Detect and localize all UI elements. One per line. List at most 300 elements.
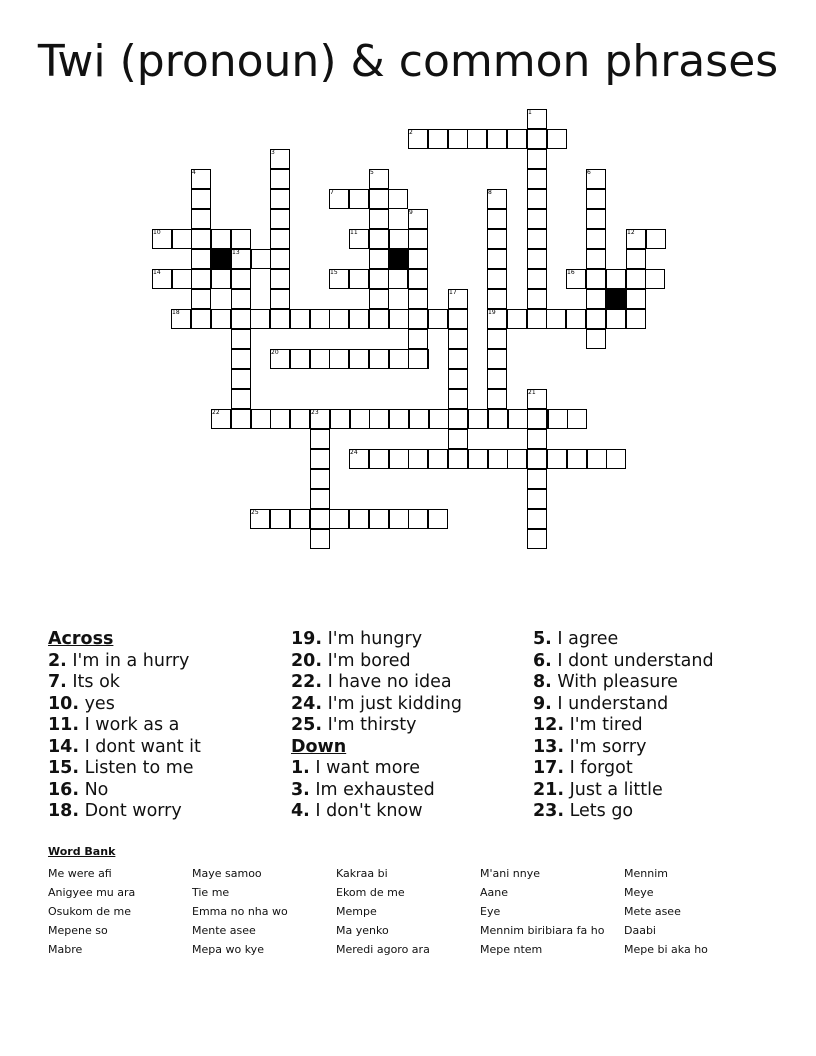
grid-cell[interactable] bbox=[487, 389, 507, 409]
grid-cell[interactable] bbox=[467, 129, 487, 149]
grid-cell[interactable] bbox=[527, 309, 547, 329]
grid-cell[interactable] bbox=[428, 509, 448, 529]
clue bbox=[48, 758, 201, 780]
clue-number: 24. bbox=[291, 693, 323, 714]
grid-cell[interactable] bbox=[290, 509, 310, 529]
word-bank-item: Mente asee bbox=[192, 924, 256, 937]
grid-cell[interactable] bbox=[586, 329, 606, 349]
grid-cell[interactable] bbox=[369, 269, 389, 289]
grid-cell[interactable] bbox=[172, 269, 192, 289]
grid-cell[interactable] bbox=[487, 289, 507, 309]
grid-cell[interactable] bbox=[587, 449, 607, 469]
grid-cell[interactable] bbox=[231, 369, 251, 389]
grid-cell[interactable] bbox=[586, 309, 606, 329]
clue-text: I'm bored bbox=[322, 650, 411, 671]
clue bbox=[48, 694, 201, 716]
grid-cell[interactable] bbox=[231, 409, 251, 429]
grid-cell[interactable] bbox=[586, 249, 606, 269]
word-bank-item: Tie me bbox=[192, 886, 230, 899]
clue-number: 4. bbox=[291, 801, 310, 821]
word-bank-item: Me were afi bbox=[48, 867, 112, 880]
grid-cell[interactable] bbox=[586, 289, 606, 309]
clue-text: yes bbox=[79, 693, 115, 714]
grid-cell[interactable] bbox=[408, 509, 428, 529]
grid-cell[interactable] bbox=[270, 289, 290, 309]
grid-cell[interactable] bbox=[250, 309, 270, 329]
clue-number: 19. bbox=[291, 629, 323, 649]
grid-cell[interactable] bbox=[329, 509, 349, 529]
clue-number-21: 21 bbox=[528, 389, 536, 396]
grid-cell[interactable] bbox=[527, 509, 547, 529]
clue bbox=[48, 801, 201, 823]
grid-cell[interactable] bbox=[310, 529, 330, 549]
clue bbox=[533, 801, 714, 823]
clue bbox=[48, 780, 201, 802]
grid-cell[interactable] bbox=[487, 349, 507, 369]
grid-cell[interactable] bbox=[270, 209, 290, 229]
grid-cell[interactable] bbox=[369, 309, 389, 329]
clue-number: 21. bbox=[533, 779, 565, 800]
word-bank-item: Mepe ntem bbox=[480, 943, 543, 956]
grid-cell[interactable] bbox=[270, 309, 290, 329]
grid-cell[interactable] bbox=[388, 269, 408, 289]
grid-cell[interactable] bbox=[290, 409, 310, 429]
grid-cell[interactable] bbox=[369, 349, 389, 369]
clue bbox=[291, 651, 462, 673]
grid-cell[interactable] bbox=[468, 409, 488, 429]
clue-number: 9. bbox=[533, 693, 552, 714]
clue-number: 2. bbox=[48, 650, 67, 671]
clue-text: I dont understand bbox=[551, 650, 714, 671]
grid-cell[interactable] bbox=[586, 229, 606, 249]
clue-number-1: 1 bbox=[528, 109, 532, 116]
grid-cell[interactable] bbox=[507, 449, 527, 469]
clue-text: No bbox=[79, 779, 109, 800]
word-bank-column bbox=[624, 864, 708, 959]
grid-cell[interactable] bbox=[211, 309, 231, 329]
grid-cell[interactable] bbox=[527, 449, 547, 469]
word-bank-item: Anigyee mu ara bbox=[48, 886, 136, 899]
word-bank-item: Meredi agoro ara bbox=[336, 943, 430, 956]
grid-cell[interactable] bbox=[428, 129, 448, 149]
grid-cell[interactable] bbox=[507, 309, 527, 329]
clue-number-18: 18 bbox=[172, 309, 180, 316]
grid-cell[interactable] bbox=[448, 309, 468, 329]
clue-number: 25. bbox=[291, 715, 323, 735]
grid-cell[interactable] bbox=[369, 289, 389, 309]
clue bbox=[533, 694, 714, 716]
word-bank-heading: Word Bank bbox=[48, 845, 116, 858]
clues-column-1 bbox=[48, 629, 201, 823]
grid-cell[interactable] bbox=[389, 229, 409, 249]
grid-cell[interactable] bbox=[369, 449, 389, 469]
clue bbox=[533, 780, 714, 802]
clue-number: 12. bbox=[533, 715, 565, 735]
clue-number-2: 2 bbox=[409, 129, 413, 136]
grid-cell[interactable] bbox=[369, 409, 389, 429]
grid-cell[interactable] bbox=[349, 269, 369, 289]
grid-cell[interactable] bbox=[429, 409, 449, 429]
clue bbox=[533, 651, 714, 673]
clue bbox=[291, 758, 462, 780]
grid-cell[interactable] bbox=[310, 489, 330, 509]
grid-cell[interactable] bbox=[487, 249, 507, 269]
grid-cell[interactable] bbox=[350, 409, 370, 429]
clue-text: I dont want it bbox=[79, 736, 201, 757]
grid-cell[interactable] bbox=[330, 409, 350, 429]
clue-number: 5. bbox=[533, 629, 552, 649]
grid-cell[interactable] bbox=[191, 309, 211, 329]
down-heading: Down bbox=[291, 736, 347, 757]
clue-text: I'm hungry bbox=[322, 629, 423, 649]
grid-cell[interactable] bbox=[211, 229, 231, 249]
word-bank-column bbox=[192, 864, 288, 959]
grid-cell[interactable] bbox=[231, 229, 251, 249]
grid-cell[interactable] bbox=[606, 309, 626, 329]
clue bbox=[291, 629, 462, 651]
grid-cell[interactable] bbox=[487, 229, 507, 249]
grid-cell[interactable] bbox=[527, 189, 547, 209]
grid-cell[interactable] bbox=[448, 449, 468, 469]
grid-cell[interactable] bbox=[349, 189, 369, 209]
grid-cell[interactable] bbox=[448, 329, 468, 349]
clue-number-11: 11 bbox=[350, 229, 358, 236]
black-square bbox=[606, 289, 626, 309]
grid-cell[interactable] bbox=[251, 409, 271, 429]
word-bank-column bbox=[480, 864, 604, 959]
clue-text: With pleasure bbox=[551, 672, 678, 692]
clue-number-17: 17 bbox=[449, 289, 457, 296]
clue-text: I want more bbox=[309, 758, 420, 778]
clue-number-8: 8 bbox=[488, 189, 492, 196]
grid-cell[interactable] bbox=[408, 449, 428, 469]
grid-cell[interactable] bbox=[567, 409, 587, 429]
grid-cell[interactable] bbox=[646, 229, 666, 249]
grid-cell[interactable] bbox=[488, 409, 508, 429]
clue-text: I'm sorry bbox=[564, 736, 647, 757]
clue-number: 23. bbox=[533, 801, 565, 821]
clue bbox=[48, 651, 201, 673]
grid-cell[interactable] bbox=[270, 509, 290, 529]
grid-cell[interactable] bbox=[546, 309, 566, 329]
clue-number: 11. bbox=[48, 715, 80, 735]
clue-text: I forgot bbox=[564, 758, 633, 778]
grid-cell[interactable] bbox=[389, 509, 409, 529]
clue-number-14: 14 bbox=[153, 269, 161, 276]
clue-number: 10. bbox=[48, 693, 80, 714]
grid-cell[interactable] bbox=[527, 269, 547, 289]
word-bank-item: Ekom de me bbox=[336, 886, 405, 899]
clue-text: I understand bbox=[551, 693, 669, 714]
clue bbox=[533, 737, 714, 759]
clue-number-22: 22 bbox=[212, 409, 220, 416]
grid-cell[interactable] bbox=[527, 469, 547, 489]
grid-cell[interactable] bbox=[408, 229, 428, 249]
grid-cell[interactable] bbox=[270, 249, 290, 269]
across-heading: Across bbox=[48, 629, 114, 649]
grid-cell[interactable] bbox=[389, 349, 409, 369]
grid-cell[interactable] bbox=[310, 509, 330, 529]
grid-cell[interactable] bbox=[547, 129, 567, 149]
grid-cell[interactable] bbox=[408, 349, 428, 369]
grid-cell[interactable] bbox=[369, 249, 389, 269]
grid-cell[interactable] bbox=[527, 129, 547, 149]
word-bank-item: Aane bbox=[480, 886, 509, 899]
grid-cell[interactable] bbox=[527, 489, 547, 509]
grid-cell[interactable] bbox=[527, 529, 547, 549]
grid-cell[interactable] bbox=[211, 269, 231, 289]
word-bank-item: Eye bbox=[480, 905, 501, 918]
clue bbox=[533, 629, 714, 651]
clue-number: 7. bbox=[48, 672, 67, 692]
clue-number: 22. bbox=[291, 672, 323, 692]
clue-number: 17. bbox=[533, 758, 565, 778]
grid-cell[interactable] bbox=[389, 309, 409, 329]
clue-number: 20. bbox=[291, 650, 323, 671]
word-bank-item: Ma yenko bbox=[336, 924, 389, 937]
grid-cell[interactable] bbox=[527, 149, 547, 169]
clue-number-15: 15 bbox=[330, 269, 338, 276]
grid-cell[interactable] bbox=[231, 349, 251, 369]
clue-text: Just a little bbox=[564, 779, 663, 800]
grid-cell[interactable] bbox=[507, 129, 527, 149]
grid-cell[interactable] bbox=[290, 349, 310, 369]
grid-cell[interactable] bbox=[508, 409, 528, 429]
grid-cell[interactable] bbox=[191, 289, 211, 309]
grid-cell[interactable] bbox=[428, 449, 448, 469]
grid-cell[interactable] bbox=[408, 249, 428, 269]
clues-column-2 bbox=[291, 629, 462, 823]
grid-cell[interactable] bbox=[448, 409, 468, 429]
grid-cell[interactable] bbox=[487, 269, 507, 289]
grid-cell[interactable] bbox=[626, 249, 646, 269]
grid-cell[interactable] bbox=[487, 329, 507, 349]
word-bank-item: Mete asee bbox=[624, 905, 681, 918]
grid-cell[interactable] bbox=[231, 329, 251, 349]
grid-cell[interactable] bbox=[310, 429, 330, 449]
grid-cell[interactable] bbox=[290, 309, 310, 329]
word-bank-item: Mempe bbox=[336, 905, 377, 918]
clue bbox=[291, 672, 462, 694]
grid-cell[interactable] bbox=[586, 209, 606, 229]
grid-cell[interactable] bbox=[310, 449, 330, 469]
clue bbox=[48, 672, 201, 694]
grid-cell[interactable] bbox=[487, 129, 507, 149]
grid-cell[interactable] bbox=[409, 409, 429, 429]
grid-cell[interactable] bbox=[606, 449, 626, 469]
grid-cell[interactable] bbox=[566, 309, 586, 329]
grid-cell[interactable] bbox=[231, 289, 251, 309]
clue-text: I don't know bbox=[309, 801, 423, 821]
clue-number-4: 4 bbox=[192, 169, 196, 176]
clue-number-5: 5 bbox=[370, 169, 374, 176]
grid-cell[interactable] bbox=[231, 309, 251, 329]
word-bank-item: Mepa wo kye bbox=[192, 943, 264, 956]
clue-number: 15. bbox=[48, 758, 80, 778]
grid-cell[interactable] bbox=[586, 269, 606, 289]
grid-cell[interactable] bbox=[270, 169, 290, 189]
page-title: Twi (pronoun) & common phrases bbox=[37, 36, 779, 87]
word-bank-item: Mennim bbox=[624, 867, 668, 880]
clue-number: 14. bbox=[48, 736, 80, 757]
grid-cell[interactable] bbox=[448, 129, 468, 149]
word-bank-item: Osukom de me bbox=[48, 905, 132, 918]
clue bbox=[291, 780, 462, 802]
grid-cell[interactable] bbox=[389, 449, 409, 469]
word-bank-item: Mepe bi aka ho bbox=[624, 943, 708, 956]
grid-cell[interactable] bbox=[626, 289, 646, 309]
grid-cell[interactable] bbox=[369, 509, 389, 529]
grid-cell[interactable] bbox=[448, 389, 468, 409]
clue-number-19: 19 bbox=[488, 309, 496, 316]
grid-cell[interactable] bbox=[369, 229, 389, 249]
clue-text: Dont worry bbox=[79, 801, 182, 821]
grid-cell[interactable] bbox=[231, 389, 251, 409]
clue bbox=[291, 801, 462, 823]
clue bbox=[291, 694, 462, 716]
clue-number: 1. bbox=[291, 758, 310, 778]
clue-number-3: 3 bbox=[271, 149, 275, 156]
grid-cell[interactable] bbox=[369, 189, 389, 209]
grid-cell[interactable] bbox=[586, 189, 606, 209]
grid-cell[interactable] bbox=[487, 209, 507, 229]
grid-cell[interactable] bbox=[527, 229, 547, 249]
clue bbox=[533, 672, 714, 694]
grid-cell[interactable] bbox=[369, 209, 389, 229]
grid-cell[interactable] bbox=[349, 309, 369, 329]
grid-cell[interactable] bbox=[448, 369, 468, 389]
grid-cell[interactable] bbox=[191, 229, 211, 249]
grid-cell[interactable] bbox=[388, 189, 408, 209]
clue-number-9: 9 bbox=[409, 209, 413, 216]
clue-number: 18. bbox=[48, 801, 80, 821]
grid-cell[interactable] bbox=[408, 269, 428, 289]
grid-cell[interactable] bbox=[389, 409, 409, 429]
grid-cell[interactable] bbox=[468, 449, 488, 469]
grid-cell[interactable] bbox=[231, 269, 251, 289]
clue-number: 16. bbox=[48, 779, 80, 800]
clue-number-13: 13 bbox=[232, 249, 240, 256]
grid-cell[interactable] bbox=[626, 269, 646, 289]
clue-text: Im exhausted bbox=[309, 779, 435, 800]
clue-number: 3. bbox=[291, 779, 310, 800]
clue-number-25: 25 bbox=[251, 509, 259, 516]
grid-cell[interactable] bbox=[527, 409, 547, 429]
word-bank-item: Kakraa bi bbox=[336, 867, 388, 880]
grid-cell[interactable] bbox=[448, 429, 468, 449]
black-square bbox=[211, 249, 231, 269]
grid-cell[interactable] bbox=[527, 169, 547, 189]
clues-column-3 bbox=[533, 629, 714, 823]
clue-number-23: 23 bbox=[311, 409, 319, 416]
clue-text: I agree bbox=[551, 629, 619, 649]
word-bank-item: M'ani nnye bbox=[480, 867, 541, 880]
grid-cell[interactable] bbox=[191, 189, 211, 209]
clue-text: I have no idea bbox=[322, 672, 452, 692]
grid-cell[interactable] bbox=[527, 249, 547, 269]
grid-cell[interactable] bbox=[548, 409, 568, 429]
grid-cell[interactable] bbox=[527, 209, 547, 229]
grid-cell[interactable] bbox=[408, 289, 428, 309]
grid-cell[interactable] bbox=[349, 349, 369, 369]
grid-cell[interactable] bbox=[329, 349, 349, 369]
clue-number: 6. bbox=[533, 650, 552, 671]
grid-cell[interactable] bbox=[191, 269, 211, 289]
word-bank-item: Mabre bbox=[48, 943, 83, 956]
grid-cell[interactable] bbox=[270, 409, 290, 429]
grid-cell[interactable] bbox=[408, 329, 428, 349]
grid-cell[interactable] bbox=[191, 249, 211, 269]
grid-cell[interactable] bbox=[310, 349, 330, 369]
grid-cell[interactable] bbox=[270, 229, 290, 249]
grid-cell[interactable] bbox=[606, 269, 626, 289]
grid-cell[interactable] bbox=[448, 349, 468, 369]
word-bank-column bbox=[48, 864, 135, 959]
grid-cell[interactable] bbox=[428, 309, 448, 329]
grid-cell[interactable] bbox=[527, 429, 547, 449]
grid-cell[interactable] bbox=[349, 509, 369, 529]
grid-cell[interactable] bbox=[172, 229, 192, 249]
clue-number-20: 20 bbox=[271, 349, 279, 356]
clue-text: Its ok bbox=[66, 672, 120, 692]
grid-cell[interactable] bbox=[567, 449, 587, 469]
clue-text: I'm tired bbox=[564, 715, 643, 735]
clue-text: I'm in a hurry bbox=[66, 650, 190, 671]
word-bank-item: Meye bbox=[624, 886, 654, 899]
grid-cell[interactable] bbox=[191, 209, 211, 229]
grid-cell[interactable] bbox=[270, 189, 290, 209]
clue-text: I'm just kidding bbox=[322, 693, 462, 714]
clue-number-10: 10 bbox=[153, 229, 161, 236]
grid-cell[interactable] bbox=[408, 309, 428, 329]
clue-text: Listen to me bbox=[79, 758, 194, 778]
word-bank-item: Mennim biribiara fa ho bbox=[480, 924, 605, 937]
clue-number: 13. bbox=[533, 736, 565, 757]
clue-number-12: 12 bbox=[627, 229, 635, 236]
clue bbox=[533, 715, 714, 737]
word-bank-column bbox=[336, 864, 430, 959]
grid-cell[interactable] bbox=[645, 269, 665, 289]
grid-cell[interactable] bbox=[488, 449, 508, 469]
clue bbox=[48, 715, 201, 737]
grid-cell[interactable] bbox=[251, 249, 271, 269]
clue-number-7: 7 bbox=[330, 189, 334, 196]
grid-cell[interactable] bbox=[310, 309, 330, 329]
grid-cell[interactable] bbox=[487, 369, 507, 389]
clue bbox=[533, 758, 714, 780]
black-square bbox=[388, 249, 408, 269]
clue-number-16: 16 bbox=[567, 269, 575, 276]
word-bank-item: Emma no nha wo bbox=[192, 905, 288, 918]
word-bank-item: Maye samoo bbox=[192, 867, 262, 880]
clue-number-24: 24 bbox=[350, 449, 358, 456]
word-bank-item: Mepene so bbox=[48, 924, 108, 937]
word-bank-item: Daabi bbox=[624, 924, 656, 937]
clue-number: 8. bbox=[533, 672, 552, 692]
grid-cell[interactable] bbox=[527, 289, 547, 309]
clue bbox=[291, 715, 462, 737]
clue-text: I'm thirsty bbox=[322, 715, 417, 735]
grid-cell[interactable] bbox=[310, 469, 330, 489]
grid-cell[interactable] bbox=[270, 269, 290, 289]
clue-number-6: 6 bbox=[587, 169, 591, 176]
grid-cell[interactable] bbox=[329, 309, 349, 329]
clue-text: Lets go bbox=[564, 801, 634, 821]
clue bbox=[48, 737, 201, 759]
clue-text: I work as a bbox=[79, 715, 180, 735]
grid-cell[interactable] bbox=[626, 309, 646, 329]
grid-cell[interactable] bbox=[547, 449, 567, 469]
